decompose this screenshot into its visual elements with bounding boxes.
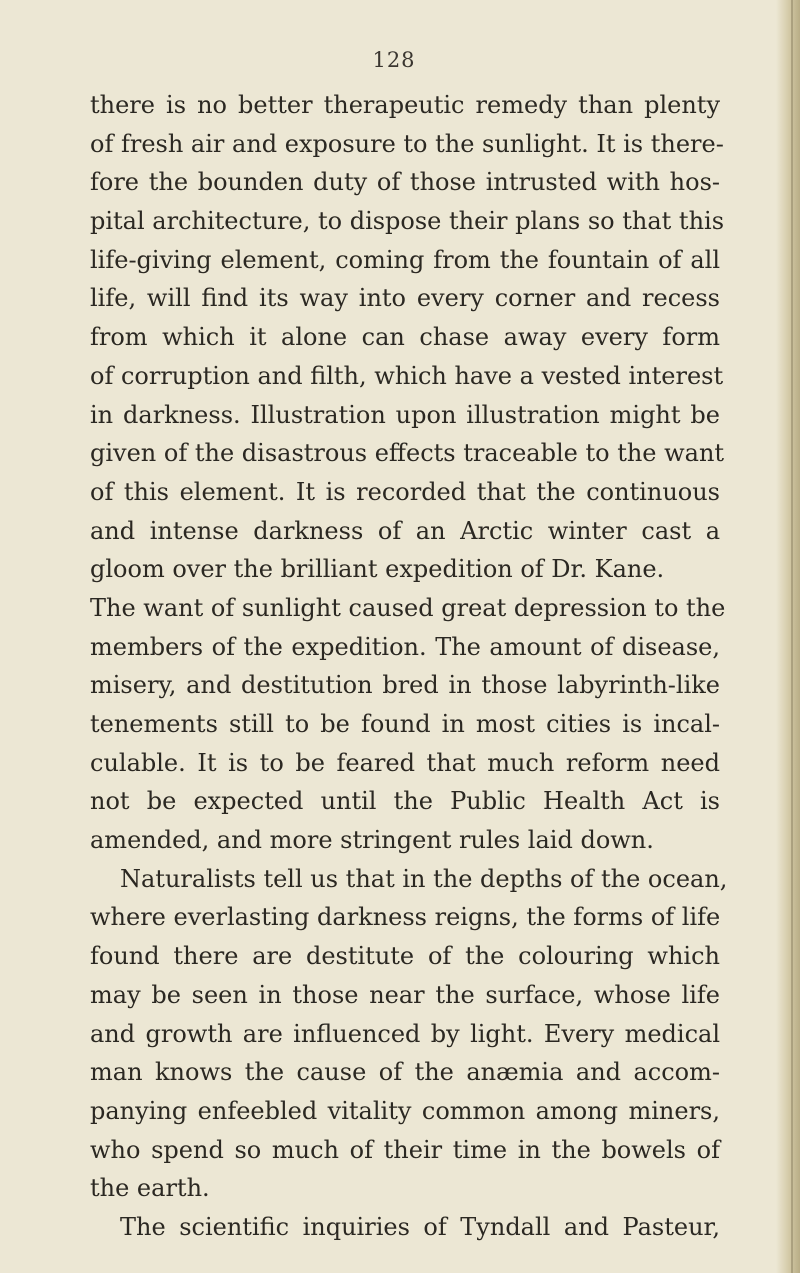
text-line: and intense darkness of an Arctic winter cast a xyxy=(90,516,720,545)
text-line: where everlasting darkness reigns, the forms of life xyxy=(90,903,721,932)
text-line: The want of sunlight caused great depression to the xyxy=(90,593,726,622)
text-line: pital architecture, to dispose their plans so that this xyxy=(90,207,725,236)
text-line: culable. It is to be feared that much reform need xyxy=(90,748,720,777)
text-line: life-giving element, coming from the fountain of all xyxy=(90,245,720,274)
text-line: gloom over the brilliant expedition of Dr. Kane. xyxy=(90,555,665,584)
text-line: Naturalists tell us that in the depths of the ocean, xyxy=(120,864,728,893)
text-line: members of the expedition. The amount of disease, xyxy=(90,632,720,661)
text-line: The scientific inquiries of Tyndall and Pasteur, xyxy=(120,1212,720,1241)
text-line: panying enfeebled vitality common among miners, xyxy=(90,1096,720,1125)
text-line: from which it alone can chase away every form xyxy=(90,323,720,352)
text-line: of fresh air and exposure to the sunlight. It is there- xyxy=(90,129,724,158)
page-binding-edge xyxy=(776,0,800,1273)
text-line: fore the bounden duty of those intrusted with hos- xyxy=(90,168,720,197)
text-line: man knows the cause of the anæmia and accom- xyxy=(90,1058,720,1087)
text-line: amended, and more stringent rules laid down. xyxy=(90,826,654,855)
text-line: of this element. It is recorded that the continuous xyxy=(90,477,720,506)
body-text xyxy=(90,86,728,1247)
text-line: misery, and destitution bred in those labyrinth-like xyxy=(90,671,720,700)
text-line: there is no better therapeutic remedy than plenty xyxy=(90,91,720,119)
text-line: and growth are influenced by light. Every medical xyxy=(90,1019,720,1048)
text-line: of corruption and filth, which have a vested interest xyxy=(90,361,724,390)
text-line: given of the disastrous effects traceable to the want xyxy=(90,439,725,468)
text-line: life, will find its way into every corner and recess xyxy=(90,284,720,313)
page-binding-line xyxy=(791,0,793,1273)
text-line: found there are destitute of the colouring which xyxy=(90,942,720,971)
text-line: the earth. xyxy=(90,1174,210,1203)
text-line: tenements still to be found in most cities is incal- xyxy=(90,710,720,738)
page-number: 128 xyxy=(372,48,416,72)
text-line: may be seen in those near the surface, whose life xyxy=(90,980,720,1009)
text-line: not be expected until the Public Health Act is xyxy=(90,787,720,816)
text-line: who spend so much of their time in the bowels of xyxy=(90,1135,720,1164)
text-line: in darkness. Illustration upon illustration might be xyxy=(90,400,720,429)
